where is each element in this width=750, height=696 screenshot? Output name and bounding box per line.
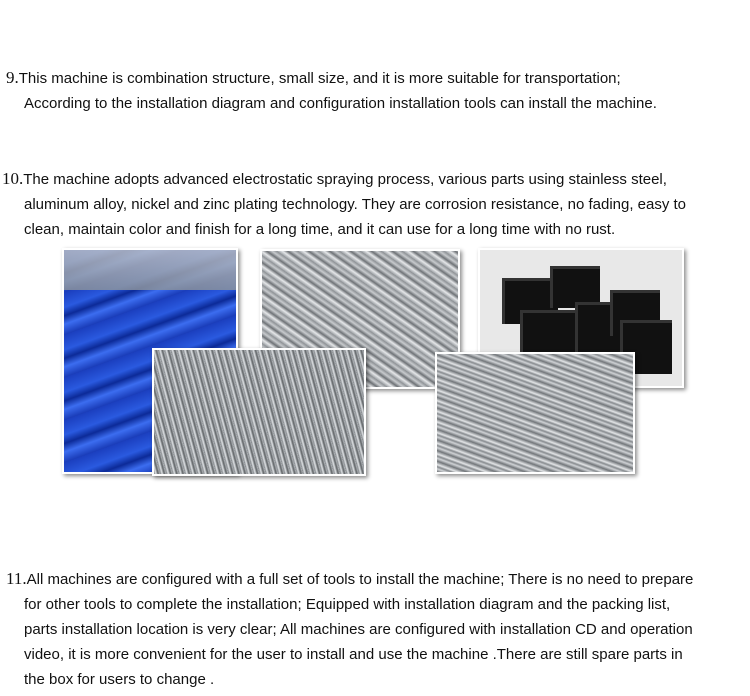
item-9-paragraph xyxy=(6,65,746,116)
springs-photo xyxy=(152,348,366,476)
item-11-line-5: the box for users to change . xyxy=(24,671,215,688)
item-11-line-2: for other tools to complete the installation; Equipped with installation diagram and the packing list, xyxy=(24,596,671,613)
item-11-line-4: video, it is more convenient for the user to install and use the machine .There are still spare parts in xyxy=(24,646,683,663)
item-9-line-1: This machine is combination structure, small size, and it is more suitable for transportation; xyxy=(18,70,621,87)
hooks-photo xyxy=(435,352,635,474)
item-9-line-2: According to the installation diagram and configuration installation tools can install the machine. xyxy=(24,95,657,112)
item-10-number: 10. xyxy=(2,169,24,188)
item-9-number: 9. xyxy=(6,68,19,87)
item-11-paragraph xyxy=(6,566,746,692)
item-11-line-3: parts installation location is very clear; All machines are configured with installation CD and operation xyxy=(24,621,693,638)
item-11-number: 11. xyxy=(6,569,27,588)
item-10-line-2: aluminum alloy, nickel and zinc plating technology. They are corrosion resistance, no fading, easy to xyxy=(24,196,687,213)
item-10-paragraph xyxy=(2,166,746,242)
item-10-line-1: The machine adopts advanced electrostatic spraying process, various parts using stainless steel, xyxy=(23,171,667,188)
item-11-line-1: All machines are configured with a full set of tools to install the machine; There is no need to prepare xyxy=(26,571,694,588)
item-10-line-3: clean, maintain color and finish for a long time, and it can use for a long time with no rust. xyxy=(24,221,616,238)
